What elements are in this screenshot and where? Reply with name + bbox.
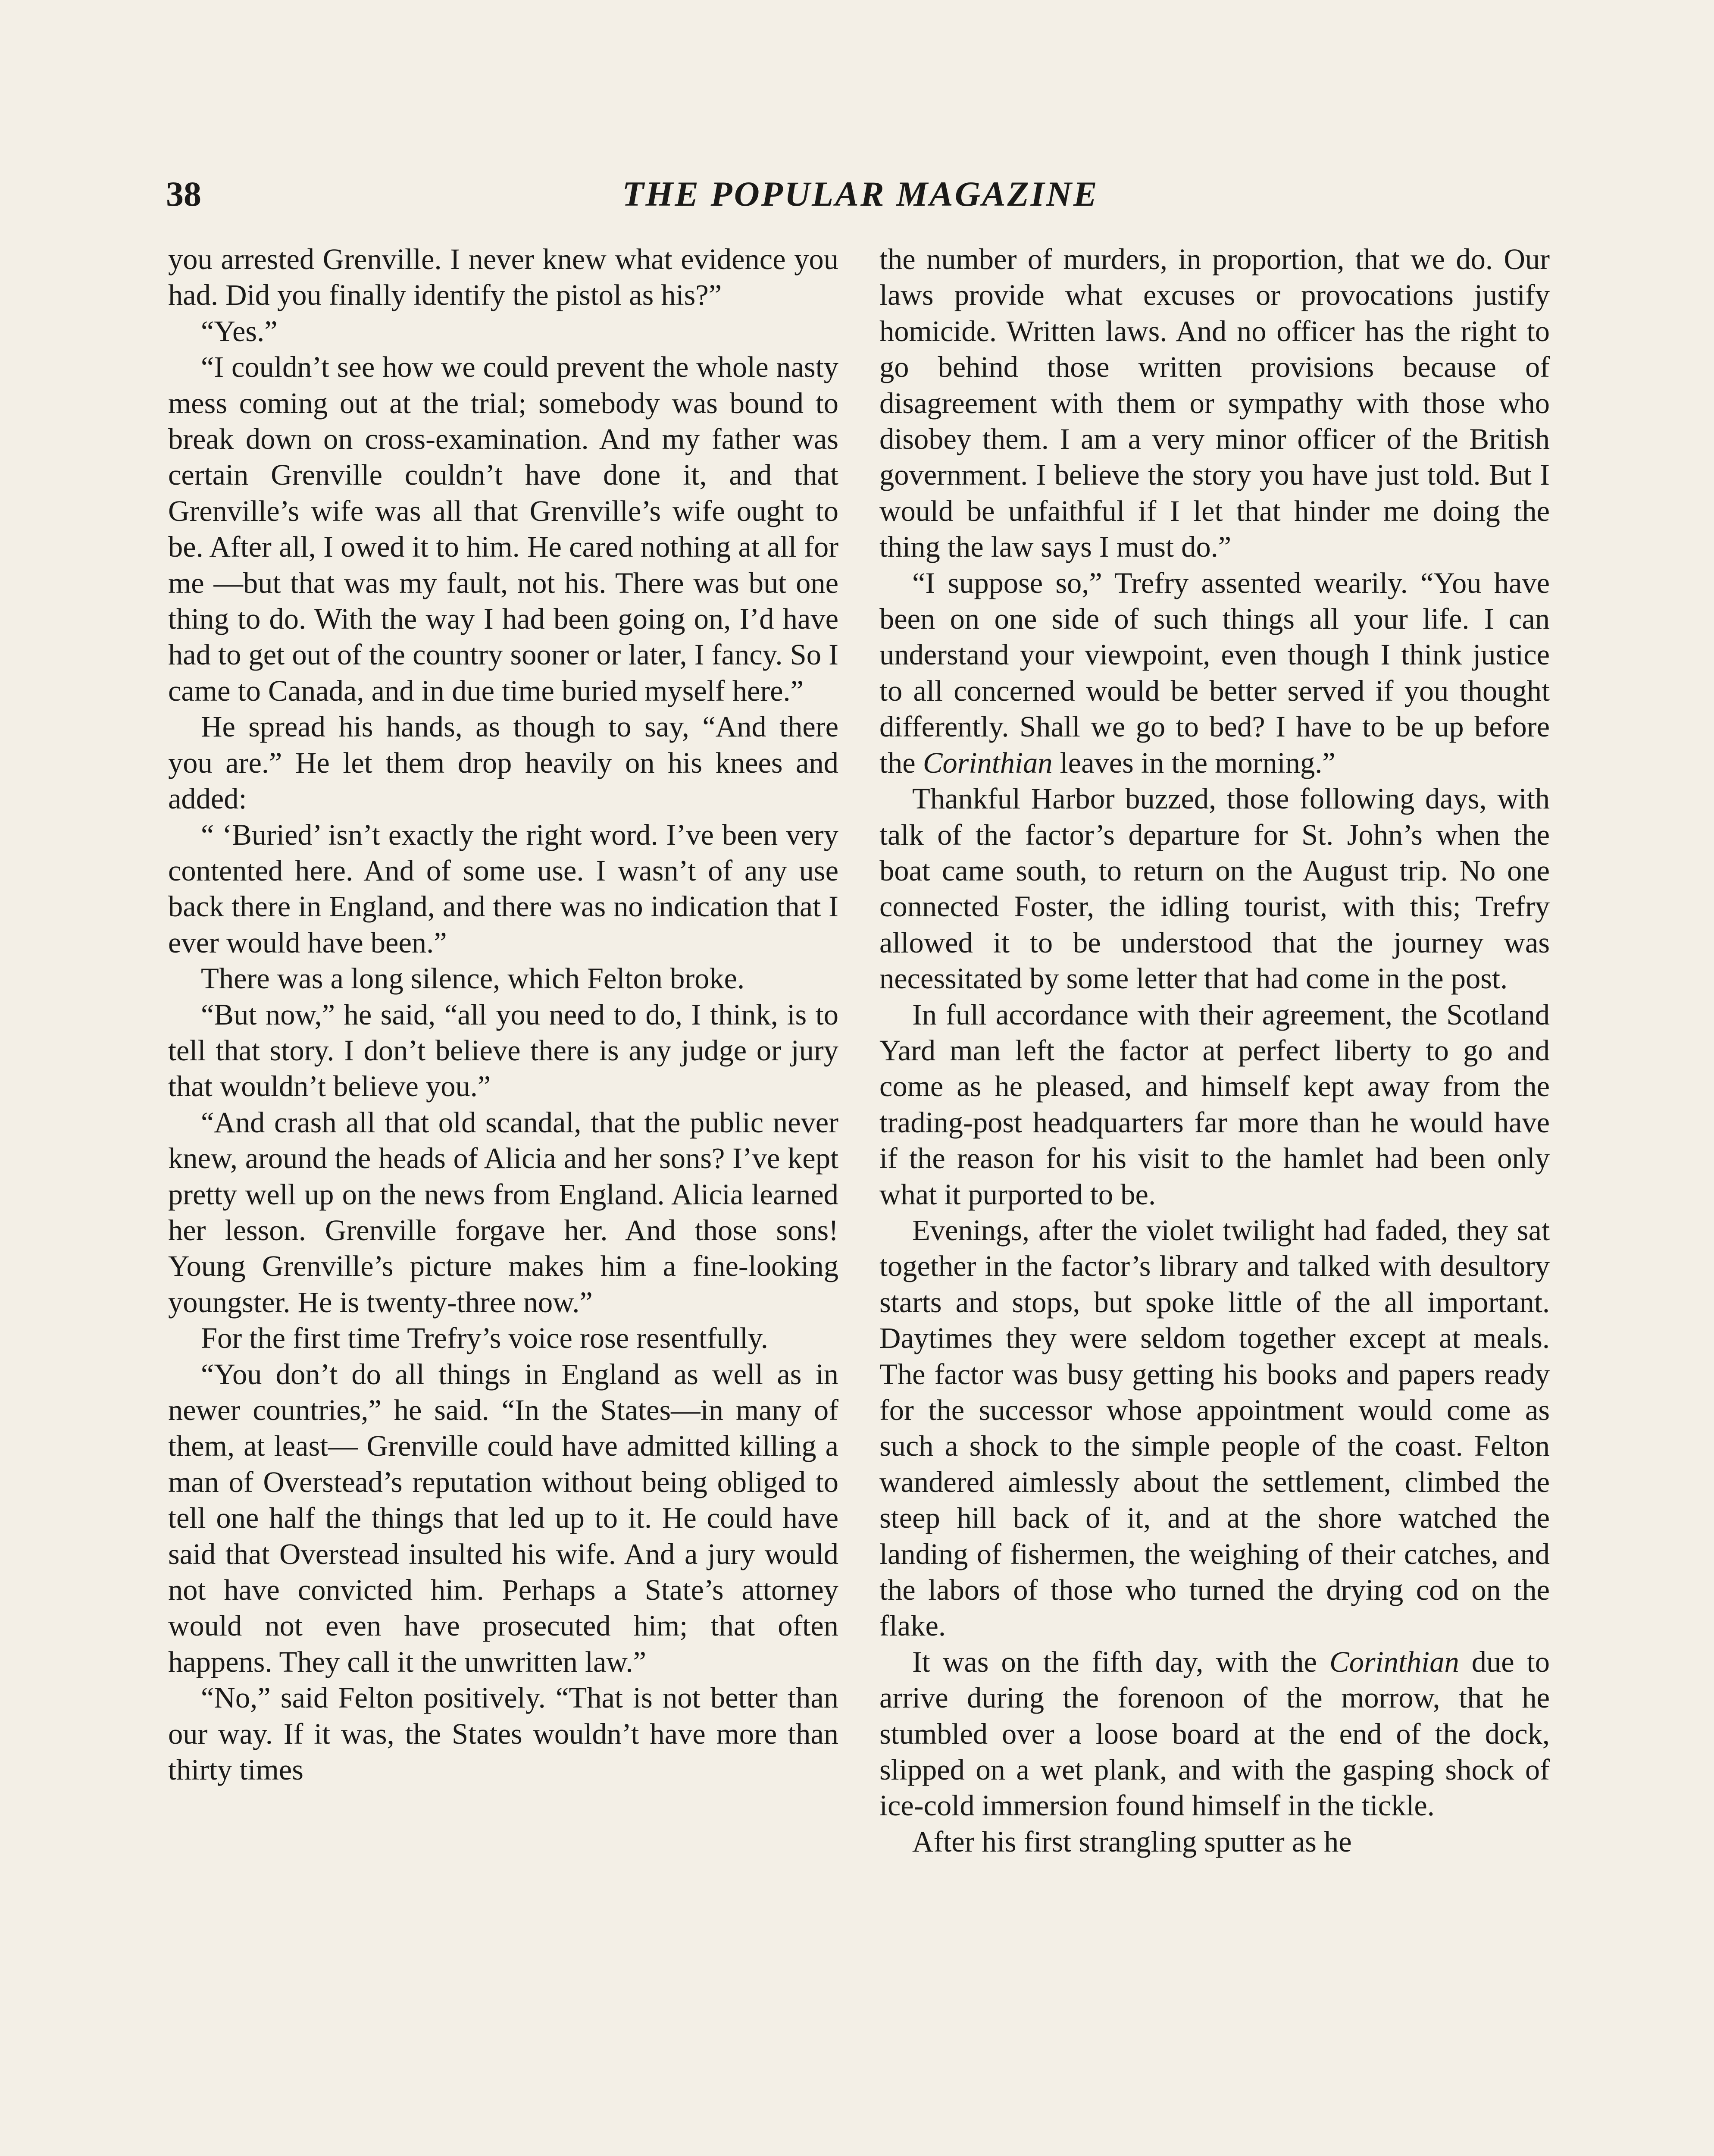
right-column xyxy=(879,241,1550,1860)
page-header xyxy=(166,170,1555,218)
paragraph: It was on the fifth day, with the Corinthian due to arrive during the forenoon of the morrow, that he stumbled over a loose board at the end of the dock, slipped on a wet plank, and with the gasping shock of ice-cold immersion found himself in the tickle. xyxy=(879,1645,1550,1822)
magazine-title: THE POPULAR MAGAZINE xyxy=(622,174,1099,213)
paragraph: “But now,” he said, “all you need to do, I think, is to tell that story. I don’t believe there is any judge or jury that wouldn’t believe you.” xyxy=(168,998,838,1103)
paragraph: “Yes.” xyxy=(201,314,278,348)
paragraph: “And crash all that old scandal, that the public never knew, around the heads of Alicia and her sons? I’ve kept pretty well up on the news from England. Alicia learned her lesson. Grenville forgave her. And those sons! Young Grenville’s picture makes him a fine-looking youngster. He is twenty-three now.” xyxy=(168,1106,838,1319)
paragraph: For the first time Trefry’s voice rose resentfully. xyxy=(201,1322,768,1355)
paragraph: “No,” said Felton positively. “That is not better than our way. If it was, the States wouldn’t have more than thirty times xyxy=(168,1681,838,1786)
paragraph: He spread his hands, as though to say, “And there you are.” He let them drop heavily on his knees and added: xyxy=(168,710,838,815)
paragraph: In full accordance with their agreement, the Scotland Yard man left the factor at perfect liberty to go and come as he pleased, and himself kept away from the trading-post headquarters far more than he would have if the reason for his visit to the hamlet had been only what it purported to be. xyxy=(879,998,1550,1211)
paragraph: “I couldn’t see how we could prevent the whole nasty mess coming out at the trial; somebody was bound to break down on cross-examination. And my father was certain Grenville couldn’t have done it, and that Grenville’s wife was all that Grenville’s wife ought to be. After all, I owed it to him. He cared nothing at all for me —but that was my fault, not his. There was but one thing to do. With the way I had been going on, I’d have had to get out of the country sooner or later, I fancy. So I came to Canada, and in due time buried myself here.” xyxy=(168,351,838,707)
page-number: 38 xyxy=(166,174,201,213)
ship-name: Corinthian xyxy=(923,746,1053,779)
paragraph: After his first strangling sputter as he xyxy=(912,1825,1352,1858)
paragraph: the number of murders, in proportion, that we do. Our laws provide what excuses or provocations justify homicide. Written laws. And no officer has the right to go behind those written provisions because of disagreement with them or sympathy with those who disobey them. I am a very minor officer of the British government. I believe the story you have just told. But I would be unfaithful if I let that hinder me doing the thing the law says I must do.” xyxy=(879,243,1550,564)
paragraph: Thankful Harbor buzzed, those following days, with talk of the factor’s departure for St. John’s when the boat came south, to return on the August trip. No one connected Foster, the idling tourist, with this; Trefry allowed it to be understood that the journey was necessitated by some letter that had come in the post. xyxy=(879,782,1550,995)
paragraph: Evenings, after the violet twilight had faded, they sat together in the factor’s library and talked with desultory starts and stops, but spoke little of the all important. Daytimes they were seldom together except at meals. The factor was busy getting his books and papers ready for the successor whose appointment would come as such a shock to the simple people of the coast. Felton wandered aimlessly about the settlement, climbed the steep hill back of it, and at the shore watched the landing of fishermen, the weighing of their catches, and the labors of those who turned the drying cod on the flake. xyxy=(879,1213,1550,1642)
paragraph: There was a long silence, which Felton broke. xyxy=(201,962,745,995)
paragraph: you arrested Grenville. I never knew what evidence you had. Did you finally identify the pistol as his?” xyxy=(168,243,838,312)
left-column xyxy=(168,241,838,1788)
paragraph: “You don’t do all things in England as well as in newer countries,” he said. “In the States—in many of them, at least— Grenville could have admitted killing a man of Overstead’s reputation without being obliged to tell one half the things that led up to it. He could have said that Overstead insulted his wife. And a jury would not have convicted him. Perhaps a State’s attorney would not even have prosecuted him; that often happens. They call it the unwritten law.” xyxy=(168,1357,838,1678)
paragraph: “ ‘Buried’ isn’t exactly the right word. I’ve been very contented here. And of some use. I wasn’t of any use back there in England, and there was no indication that I ever would have been.” xyxy=(168,818,838,959)
paragraph: “I suppose so,” Trefry assented wearily. “You have been on one side of such things all your life. I can understand your viewpoint, even though I think justice to all concerned would be better served if you thought differently. Shall we go to bed? I have to be up before the Corinthian leaves in the morning.” xyxy=(879,566,1550,779)
ship-name: Corinthian xyxy=(1329,1645,1459,1678)
